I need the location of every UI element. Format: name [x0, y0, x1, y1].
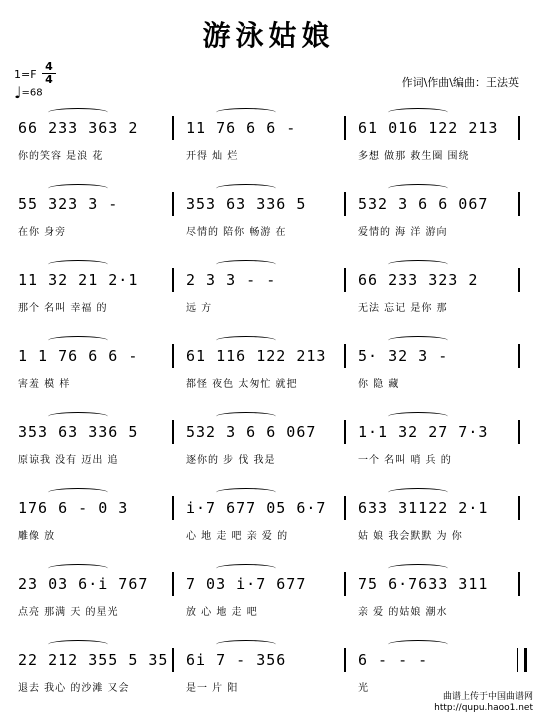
measure-notes: 5· 32 3 - — [358, 347, 449, 365]
measure-lyric: 爱情的 海 洋 游向 — [358, 227, 448, 238]
measure-lyric: 多想 做那 救生圈 围绕 — [358, 151, 470, 162]
measure-lyric: 一个 名叫 哨 兵 的 — [358, 455, 452, 466]
slur-arc — [216, 488, 276, 497]
measure — [186, 420, 344, 480]
measure — [186, 572, 344, 632]
slur-arc — [48, 488, 108, 497]
meter-top: 4 — [45, 60, 53, 73]
measure-notes: 23 03 6·i 767 — [18, 575, 149, 593]
measure — [186, 648, 344, 708]
measure-notes: 7 03 i·7 677 — [186, 575, 307, 593]
measure-lyric: 光 — [358, 683, 369, 694]
measure — [18, 572, 166, 632]
measure-notes: 61 016 122 213 — [358, 119, 499, 137]
measure-lyric: 亲 爱 的姑娘 潮水 — [358, 607, 448, 618]
barline — [344, 572, 346, 596]
measure-notes: 1·1 32 27 7·3 — [358, 423, 489, 441]
quarter-note-icon: ♩ — [14, 83, 22, 102]
barline — [518, 192, 520, 216]
measure — [358, 192, 514, 252]
barline — [518, 268, 520, 292]
barline — [518, 496, 520, 520]
measure — [18, 648, 169, 708]
barline — [172, 420, 174, 444]
measure-notes: 75 6·7633 311 — [358, 575, 489, 593]
barline — [172, 496, 174, 520]
tempo-value: =68 — [21, 87, 43, 99]
measure — [18, 496, 166, 556]
measure-notes: 176 6 - 0 3 — [18, 499, 129, 517]
barline — [344, 496, 346, 520]
measure-lyric: 逐你的 步 伐 我是 — [186, 455, 276, 466]
measure-notes: i·7 677 05 6·7 — [186, 499, 327, 517]
barline — [172, 268, 174, 292]
measure-lyric: 姑 娘 我会默默 为 你 — [358, 531, 463, 542]
key-signature: 1=F — [14, 68, 37, 81]
measure-lyric: 害羞 模 样 — [18, 379, 71, 390]
barline — [344, 116, 346, 140]
measure — [186, 496, 344, 556]
slur-arc — [388, 260, 448, 269]
measure-lyric: 尽情的 陪你 畅游 在 — [186, 227, 287, 238]
slur-arc — [48, 260, 108, 269]
slur-arc — [48, 412, 108, 421]
measure-lyric: 远 方 — [186, 303, 213, 314]
measure-lyric: 那个 名叫 幸福 的 — [18, 303, 108, 314]
final-barline — [517, 648, 527, 672]
slur-arc — [388, 184, 448, 193]
measure — [18, 192, 166, 252]
measure — [358, 268, 514, 328]
watermark-line-2: http://qupu.haoo1.net — [434, 703, 533, 713]
measure-lyric: 都怪 夜色 太匆忙 就把 — [186, 379, 298, 390]
measure-notes: 61 116 122 213 — [186, 347, 327, 365]
slur-arc — [48, 108, 108, 117]
barline — [172, 192, 174, 216]
measure-lyric: 你 隐 藏 — [358, 379, 400, 390]
slur-arc — [388, 412, 448, 421]
barline — [172, 344, 174, 368]
measure-notes: 11 32 21 2·1 — [18, 271, 139, 289]
measure-notes: 353 63 336 5 — [18, 423, 139, 441]
slur-arc — [48, 564, 108, 573]
measure-notes: 353 63 336 5 — [186, 195, 307, 213]
measure-lyric: 点亮 那满 天 的星光 — [18, 607, 119, 618]
measure-lyric: 原谅我 没有 迈出 追 — [18, 455, 119, 466]
measure — [358, 420, 514, 480]
watermark — [434, 692, 533, 714]
page-title: 游泳姑娘 — [202, 19, 335, 52]
measure-lyric: 开得 灿 烂 — [186, 151, 239, 162]
barline — [344, 192, 346, 216]
barline — [344, 268, 346, 292]
measure-lyric: 放 心 地 走 吧 — [186, 607, 258, 618]
measure-notes: 66 233 363 2 — [18, 119, 139, 137]
measure — [358, 496, 514, 556]
slur-arc — [216, 336, 276, 345]
barline — [172, 648, 174, 672]
measure — [18, 268, 166, 328]
slur-arc — [216, 640, 276, 649]
measure — [358, 344, 514, 404]
measure-lyric: 在你 身旁 — [18, 227, 67, 238]
slur-arc — [48, 184, 108, 193]
measure-lyric: 雕像 放 — [18, 531, 56, 542]
measure-notes: 1 1 76 6 6 - — [18, 347, 139, 365]
measure-lyric: 是一 片 阳 — [186, 683, 239, 694]
measure-lyric: 无法 忘记 是你 那 — [358, 303, 448, 314]
barline — [518, 116, 520, 140]
barline — [172, 116, 174, 140]
measure-lyric: 退去 我心 的沙滩 又会 — [18, 683, 130, 694]
measure — [186, 344, 344, 404]
barline — [518, 572, 520, 596]
slur-arc — [388, 488, 448, 497]
slur-arc — [48, 640, 108, 649]
measure-notes: 22 212 355 5 35 — [18, 651, 169, 669]
slur-arc — [388, 564, 448, 573]
slur-arc — [388, 108, 448, 117]
measure-notes: 2 3 3 - - — [186, 271, 277, 289]
measure — [18, 116, 166, 176]
slur-arc — [216, 260, 276, 269]
measure — [186, 116, 344, 176]
measure-notes: 6i 7 - 356 — [186, 651, 287, 669]
measure — [186, 268, 344, 328]
slur-arc — [216, 184, 276, 193]
barline — [518, 344, 520, 368]
measure — [18, 344, 166, 404]
barline — [344, 344, 346, 368]
barline — [518, 420, 520, 444]
barline — [172, 572, 174, 596]
measure — [358, 572, 514, 632]
measure-lyric: 你的笑容 是浪 花 — [18, 151, 104, 162]
credits: 作词\作曲\编曲：王法英 — [401, 76, 519, 89]
meter-bottom: 4 — [45, 73, 53, 86]
measure-notes: 11 76 6 6 - — [186, 119, 297, 137]
slur-arc — [388, 336, 448, 345]
barline — [344, 648, 346, 672]
measure — [186, 192, 344, 252]
measure-notes: 55 323 3 - — [18, 195, 119, 213]
watermark-line-1: 曲谱上传于中国曲谱网 — [442, 692, 533, 702]
slur-arc — [48, 336, 108, 345]
score-row — [0, 648, 537, 728]
measure-notes: 532 3 6 6 067 — [186, 423, 317, 441]
slur-arc — [388, 640, 448, 649]
measure-lyric: 心 地 走 吧 亲 爱 的 — [186, 531, 289, 542]
measure — [18, 420, 166, 480]
slur-arc — [216, 412, 276, 421]
slur-arc — [216, 564, 276, 573]
measure-notes: 633 31122 2·1 — [358, 499, 489, 517]
measure — [358, 116, 514, 176]
barline — [344, 420, 346, 444]
measure-notes: 532 3 6 6 067 — [358, 195, 489, 213]
slur-arc — [216, 108, 276, 117]
measure-notes: 66 233 323 2 — [358, 271, 479, 289]
measure-notes: 6 - - - — [358, 651, 429, 669]
